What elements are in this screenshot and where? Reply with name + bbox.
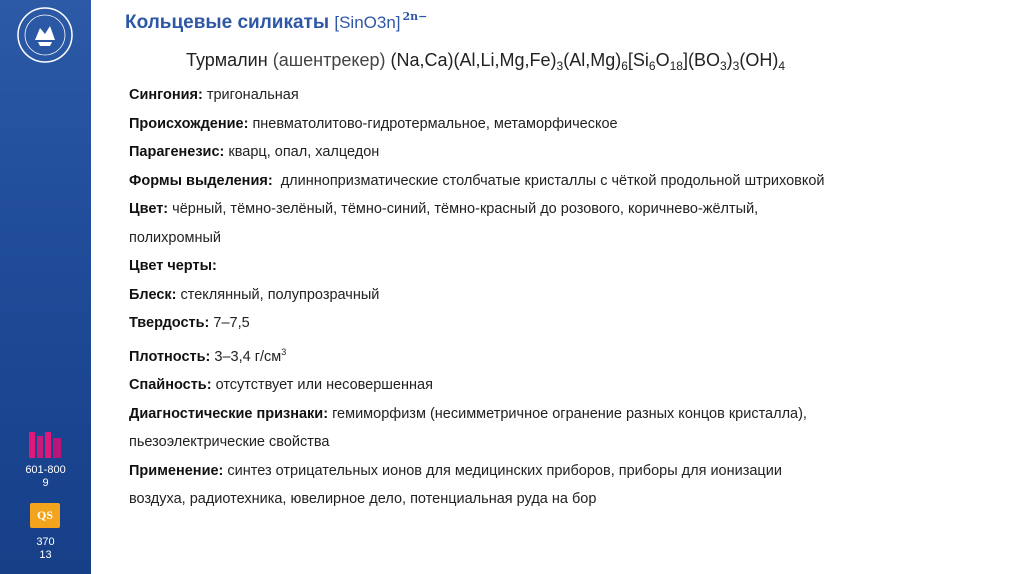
property-hardness [129, 309, 1009, 338]
formula-sub: 6 [621, 59, 628, 73]
formula-part: ](BO [682, 50, 720, 70]
property-value: тригональная [206, 87, 299, 103]
title-text: Кольцевые силикаты [125, 12, 330, 33]
property-value: длиннопризматические столбчатые кристаллы с чёткой продольной штриховкой [280, 172, 825, 189]
property-origin [129, 110, 1009, 139]
formula-part: ) [726, 50, 733, 70]
mineral-formula [390, 50, 786, 73]
property-forms [129, 167, 1009, 196]
formula-sub: 3 [719, 59, 727, 73]
mineral-heading [186, 50, 785, 73]
property-value: пневматолитово-гидротермальное, метаморфическое [252, 115, 618, 132]
formula-sub: 3 [556, 59, 564, 73]
property-unit-sup: 3 [281, 346, 287, 357]
title-formula: [SinO3n] [334, 13, 401, 32]
property-color-cont [129, 224, 1009, 253]
property-label: Парагенезис: [129, 144, 225, 160]
property-label: Цвет: [129, 201, 169, 217]
property-label: Спайность: [129, 377, 212, 393]
formula-part: (Al,Mg) [563, 50, 622, 70]
property-application-cont [129, 485, 1009, 514]
formula-sub: 6 [648, 59, 656, 73]
formula-sub: 3 [732, 59, 740, 73]
property-value: кварц, опал, халцедон [228, 144, 380, 160]
property-value: отсутствует или несовершенная [215, 377, 433, 393]
property-luster [129, 281, 1009, 310]
property-color [129, 195, 1009, 224]
property-label: Диагностические признаки: [129, 405, 329, 422]
property-density [129, 338, 1009, 372]
property-value: 7–7,5 [213, 315, 250, 331]
property-value: стеклянный, полупрозрачный [180, 286, 380, 303]
the-rank-line2: 9 [42, 477, 49, 489]
the-ranking-logo-icon [29, 432, 63, 462]
title-charge: 2n− [402, 10, 428, 23]
property-diagnostic [129, 400, 1009, 429]
property-label: Твердость: [129, 315, 210, 331]
property-value: воздуха, радиотехника, ювелирное дело, потенциальная руда на бор [129, 491, 597, 507]
qs-rank-line2: 13 [39, 549, 52, 561]
property-diagnostic-cont [129, 428, 1009, 457]
sidebar [0, 0, 91, 574]
property-syngony [129, 81, 1009, 110]
page-title [125, 10, 427, 34]
property-value: полихромный [129, 229, 222, 246]
property-value: пьезоэлектрические свойства [129, 434, 330, 450]
property-label: Применение: [129, 462, 224, 479]
qs-ranking-logo: QS [30, 503, 60, 528]
property-streak [129, 252, 1009, 281]
property-label: Плотность: [129, 348, 211, 365]
property-label: Формы выделения: [129, 172, 273, 189]
formula-part: [Si [627, 50, 649, 70]
property-paragenesis [129, 138, 1009, 167]
property-label: Происхождение: [129, 115, 249, 132]
qs-rank-line1: 370 [36, 536, 55, 548]
mineral-name: Турмалин [186, 50, 268, 70]
formula-part: O [655, 50, 670, 70]
mineral-alt-name: (ашентрекер) [272, 50, 386, 70]
property-value: синтез отрицательных ионов для медицинских приборов, приборы для ионизации [227, 462, 782, 479]
formula-sub: 18 [669, 59, 683, 73]
formula-part: (Na,Ca)(Al,Li,Mg,Fe) [390, 50, 557, 70]
formula-part: (OH) [739, 50, 779, 70]
university-emblem-icon [16, 6, 74, 64]
the-rank-line1: 601-800 [25, 464, 66, 476]
property-cleavage [129, 371, 1009, 400]
property-value: гемиморфизм (несимметричное огранение разных концов кристалла), [332, 405, 807, 422]
property-label: Сингония: [129, 87, 203, 103]
formula-sub: 4 [778, 59, 786, 73]
property-application [129, 457, 1009, 486]
property-value: 3–3,4 г/см [214, 348, 282, 365]
properties-list [129, 81, 1009, 514]
property-label: Цвет черты: [129, 258, 217, 274]
property-label: Блеск: [129, 286, 177, 303]
property-value: чёрный, тёмно-зелёный, тёмно-синий, тёмно-красный до розового, коричнево-жёлтый, [172, 201, 759, 217]
